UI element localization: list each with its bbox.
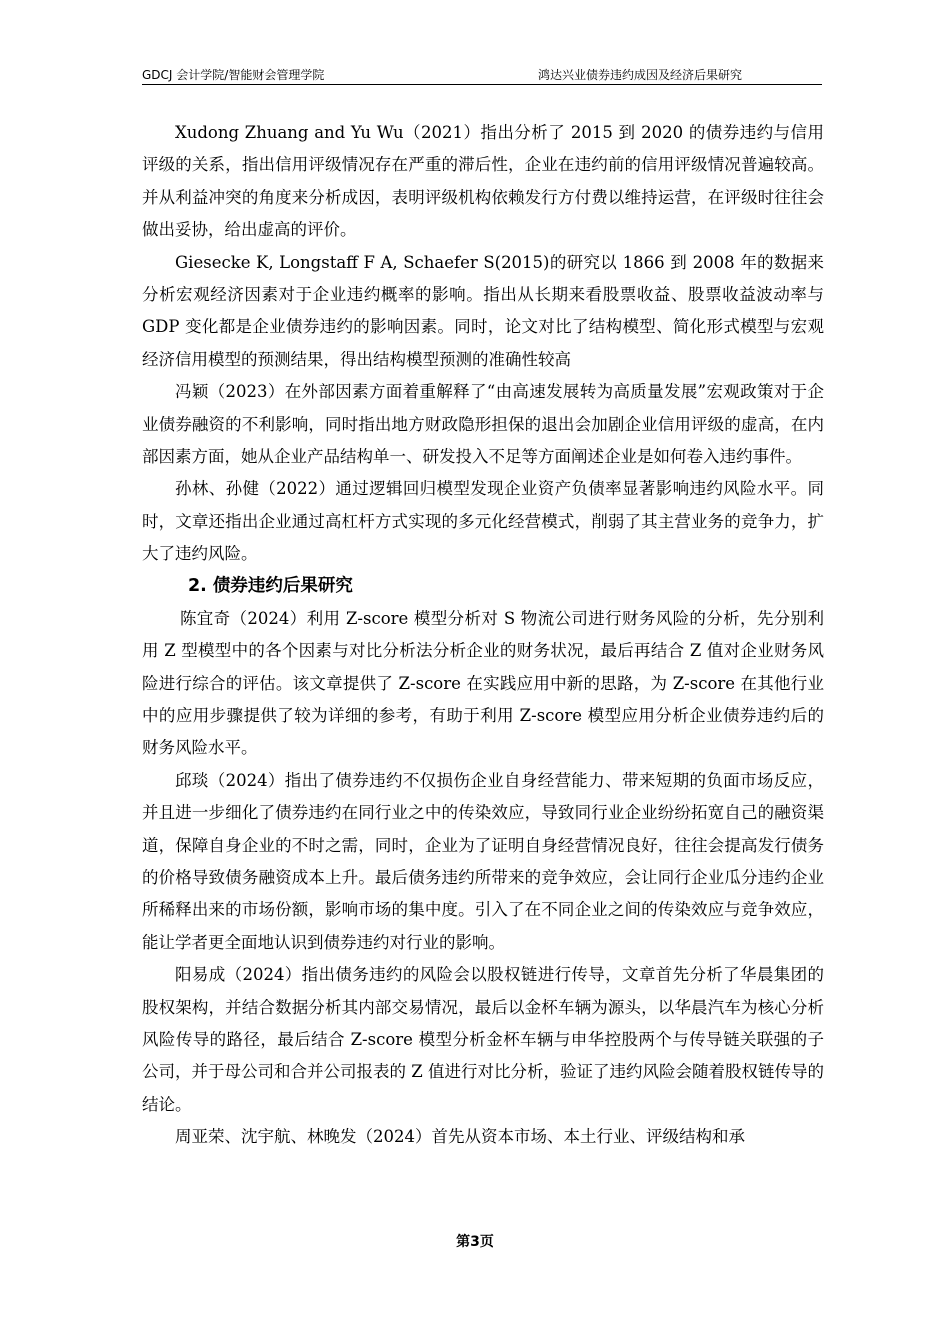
section-heading: 2. 债券违约后果研究	[188, 575, 353, 596]
paragraph-giesecke: Giesecke K, Longstaff F A, Schaefer S(2015)的研究以 1866 到 2008 年的数据来分析宏观经济因素对于企业违约概率的影响。指出从长期来看股票收益、股票收益波动率与 GDP 变化都是企业债券违约的影响因素。同时，论文对比了结构模型、简化形式模型与宏观经济信用模型的预测结果，得出结构模型预测的准确性较高	[142, 252, 824, 369]
paragraph-sun-lin: 孙林、孙健（2022）通过逻辑回归模型发现企业资产负债率显著影响违约风险水平。同时，文章还指出企业通过高杠杆方式实现的多元化经营模式，削弱了其主营业务的竞争力，扩大了违约风险。	[142, 479, 824, 564]
paragraph-yang-yicheng: 阳易成（2024）指出债务违约的风险会以股权链进行传导，文章首先分析了华晨集团的股权架构，并结合数据分析其内部交易情况，最后以金杯车辆为源头，以华晨汽车为核心分析风险传导的路径，最后结合 Z-score 模型分析金杯车辆与申华控股两个与传导链关联强的子公司，并于母公司和合并公司报表的 Z 值进行对比分析，验证了违约风险会随着股权链传导的结论。	[142, 965, 824, 1114]
document-body	[142, 117, 824, 1154]
paragraph-qiu-yan: 邱琰（2024）指出了债券违约不仅损伤企业自身经营能力、带来短期的负面市场反应，并且进一步细化了债券违约在同行业之中的传染效应，导致同行业企业纷纷拓宽自己的融资渠道，保障自身企业的不时之需，同时，企业为了证明自身经营情况良好，往往会提高发行债务的价格导致债务融资成本上升。最后债务违约所带来的竞争效应，会让同行企业瓜分违约企业所稀释出来的市场份额，影响市场的集中度。引入了在不同企业之间的传染效应与竞争效应，能让学者更全面地认识到债券违约对行业的影响。	[142, 770, 824, 952]
page-header	[142, 66, 822, 85]
paragraph-chen-yiqi: 陈宜奇（2024）利用 Z-score 模型分析对 S 物流公司进行财务风险的分析，先分别利用 Z 型模型中的各个因素与对比分析法分析企业的财务状况，最后再结合 Z 值对企业财务风险进行综合的评估。该文章提供了 Z-score 在实践应用中新的思路，为 Z-score 在其他行业中的应用步骤提供了较为详细的参考，有助于利用 Z-score 模型应用分析企业债券违约后的财务风险水平。	[142, 608, 824, 758]
paragraph-zhuang-wu: Xudong Zhuang and Yu Wu（2021）指出分析了 2015 到 2020 的债券违约与信用评级的关系，指出信用评级情况存在严重的滞后性，企业在违约前的信用评级情况普遍较高。并从利益冲突的角度来分析成因，表明评级机构依赖发行方付费以维持运营，在评级时往往会做出妥协，给出虚高的评价。	[142, 123, 824, 240]
page-number: 第3页	[456, 1234, 494, 1250]
header-school: GDCJ 会计学院/智能财会管理学院	[142, 68, 325, 82]
header-thesis-title: 鸿达兴业债券违约成因及经济后果研究	[538, 68, 743, 82]
paragraph-zhou-yarong: 周亚荣、沈宇航、林晚发（2024）首先从资本市场、本土行业、评级结构和承	[175, 1127, 745, 1147]
paragraph-feng-ying: 冯颖（2023）在外部因素方面着重解释了“由高速发展转为高质量发展”宏观政策对于企业债券融资的不利影响，同时指出地方财政隐形担保的退出会加剧企业信用评级的虚高，在内部因素方面，她从企业产品结构单一、研发投入不足等方面阐述企业是如何卷入违约事件。	[142, 382, 824, 467]
